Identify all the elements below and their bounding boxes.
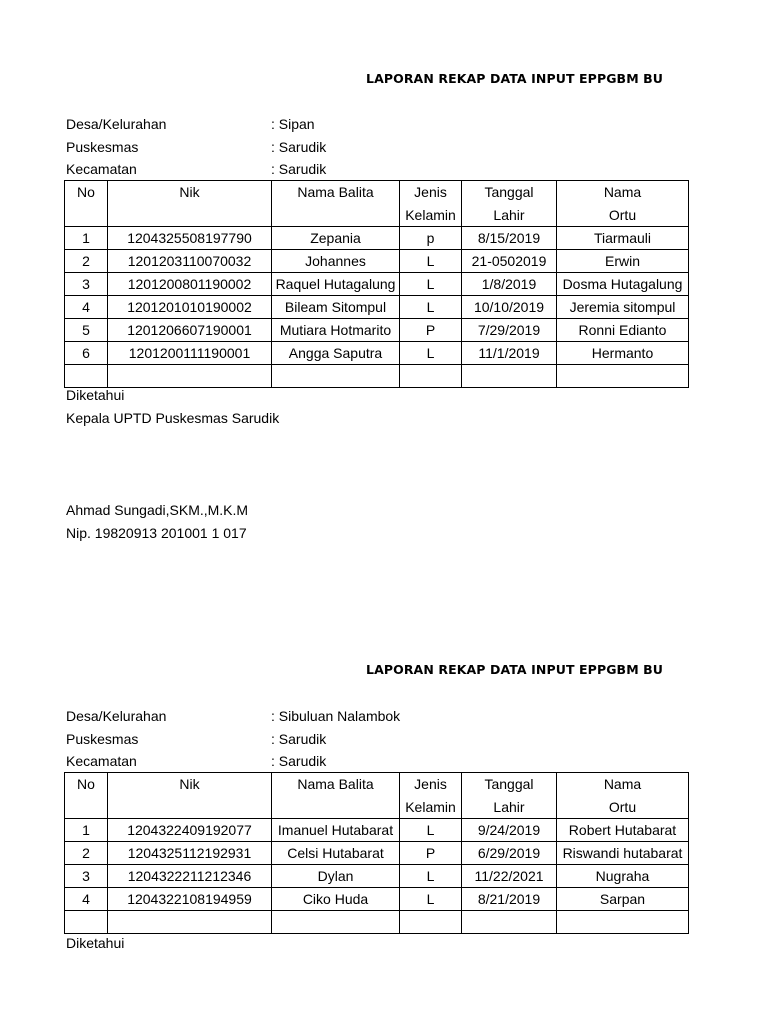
header-line: Tanggal: [484, 184, 534, 200]
info-value: : Sibuluan Nalambok: [271, 708, 401, 724]
header-nama-ortu: [557, 773, 689, 819]
cell-tanggal-lahir: 7/29/2019: [462, 319, 557, 342]
cell-no: 3: [65, 865, 108, 888]
info-value: : Sarudik: [271, 161, 327, 177]
data-table: [64, 772, 689, 934]
table-row-empty: [65, 911, 689, 934]
info-row-desa: [66, 705, 626, 728]
info-value: : Sarudik: [271, 753, 327, 769]
cell-tanggal-lahir: 21-0502019: [462, 250, 557, 273]
cell-nik: 1201203110070032: [108, 250, 272, 273]
header-jenis-kelamin: [400, 773, 462, 819]
table-row: [65, 227, 689, 250]
cell-tanggal-lahir: 6/29/2019: [462, 842, 557, 865]
cell-jenis-kelamin: P: [400, 319, 462, 342]
table-row: [65, 819, 689, 842]
cell-nama-balita: Zepania: [272, 227, 400, 250]
cell-nik: 1204325508197790: [108, 227, 272, 250]
table-row: [65, 888, 689, 911]
diketahui-label: Diketahui: [66, 935, 125, 951]
header-jenis-kelamin: [400, 181, 462, 227]
cell-nama-ortu: Sarpan: [557, 888, 689, 911]
header-tanggal-lahir: [462, 181, 557, 227]
table-header-row: [65, 773, 689, 819]
info-value: : Sipan: [271, 116, 315, 132]
cell-no: 4: [65, 296, 108, 319]
cell-nama-balita: Raquel Hutagalung: [272, 273, 400, 296]
info-label: Desa/Kelurahan: [66, 708, 167, 724]
cell-tanggal-lahir: 10/10/2019: [462, 296, 557, 319]
signer-nip: Nip. 19820913 201001 1 017: [66, 525, 247, 541]
header-line: Lahir: [493, 798, 525, 815]
cell-nik: 1201206607190001: [108, 319, 272, 342]
cell-nama-balita: Angga Saputra: [272, 342, 400, 365]
cell-no: 1: [65, 819, 108, 842]
cell-nik: 1204322409192077: [108, 819, 272, 842]
header-line: Tanggal: [484, 776, 534, 792]
header-line: Kelamin: [405, 206, 456, 223]
report-title: LAPORAN REKAP DATA INPUT EPPGBM BU: [366, 71, 664, 86]
info-label: Desa/Kelurahan: [66, 116, 167, 132]
report-info: [66, 113, 626, 181]
cell-tanggal-lahir: 11/1/2019: [462, 342, 557, 365]
table-row: [65, 319, 689, 342]
info-row-desa: [66, 113, 626, 136]
info-label: Kecamatan: [66, 161, 137, 177]
cell-nik: 1204325112192931: [108, 842, 272, 865]
header-nama-balita: Nama Balita: [272, 181, 400, 227]
header-line: Kelamin: [405, 798, 456, 815]
header-no: No: [65, 773, 108, 819]
cell-tanggal-lahir: 8/15/2019: [462, 227, 557, 250]
header-no: No: [65, 181, 108, 227]
cell-nama-balita: Bileam Sitompul: [272, 296, 400, 319]
header-line: Ortu: [608, 206, 637, 223]
cell-jenis-kelamin: L: [400, 273, 462, 296]
table-row: [65, 273, 689, 296]
header-tanggal-lahir: [462, 773, 557, 819]
cell-nama-ortu: Nugraha: [557, 865, 689, 888]
cell-tanggal-lahir: 8/21/2019: [462, 888, 557, 911]
cell-jenis-kelamin: P: [400, 842, 462, 865]
info-value: : Sarudik: [271, 138, 327, 155]
cell-no: 4: [65, 888, 108, 911]
report-title: LAPORAN REKAP DATA INPUT EPPGBM BU: [366, 662, 664, 677]
info-row-kecamatan: [66, 750, 626, 773]
cell-nama-ortu: Erwin: [557, 250, 689, 273]
cell-no: 1: [65, 227, 108, 250]
cell-nama-balita: Johannes: [272, 250, 400, 273]
table-row: [65, 250, 689, 273]
table-row: [65, 865, 689, 888]
info-value: : Sarudik: [271, 730, 327, 747]
cell-nama-balita: Mutiara Hotmarito: [272, 319, 400, 342]
cell-jenis-kelamin: L: [400, 296, 462, 319]
cell-jenis-kelamin: p: [400, 227, 462, 250]
cell-jenis-kelamin: L: [400, 819, 462, 842]
header-line: Nama: [603, 184, 642, 200]
cell-nama-ortu: Robert Hutabarat: [557, 819, 689, 842]
cell-no: 5: [65, 319, 108, 342]
cell-nama-ortu: Jeremia sitompul: [557, 296, 689, 319]
cell-nik: 1204322108194959: [108, 888, 272, 911]
header-line: Ortu: [608, 798, 637, 815]
cell-nik: 1204322211212346: [108, 865, 272, 888]
cell-nama-ortu: Ronni Edianto: [557, 319, 689, 342]
header-nama-balita: Nama Balita: [272, 773, 400, 819]
data-table: [64, 180, 689, 388]
cell-jenis-kelamin: L: [400, 865, 462, 888]
header-line: Lahir: [493, 206, 525, 223]
cell-tanggal-lahir: 9/24/2019: [462, 819, 557, 842]
cell-nama-ortu: Dosma Hutagalung: [557, 273, 689, 296]
cell-no: 6: [65, 342, 108, 365]
info-row-kecamatan: [66, 158, 626, 181]
table-row: [65, 342, 689, 365]
cell-nama-balita: Imanuel Hutabarat: [272, 819, 400, 842]
cell-nama-ortu: Riswandi hutabarat: [557, 842, 689, 865]
cell-nama-ortu: Tiarmauli: [557, 227, 689, 250]
info-label: Puskesmas: [66, 138, 139, 155]
info-label: Puskesmas: [66, 730, 139, 747]
info-row-puskesmas: [66, 136, 626, 159]
cell-no: 2: [65, 842, 108, 865]
header-nik: Nik: [108, 181, 272, 227]
header-line: Jenis: [414, 776, 447, 792]
signer-name: Ahmad Sungadi,SKM.,M.K.M: [66, 502, 249, 518]
cell-jenis-kelamin: L: [400, 250, 462, 273]
cell-jenis-kelamin: L: [400, 888, 462, 911]
cell-nik: 1201201010190002: [108, 296, 272, 319]
header-line: Nama: [603, 776, 642, 792]
info-row-puskesmas: [66, 728, 626, 751]
cell-nama-balita: Ciko Huda: [272, 888, 400, 911]
header-nik: Nik: [108, 773, 272, 819]
cell-tanggal-lahir: 1/8/2019: [462, 273, 557, 296]
cell-no: 3: [65, 273, 108, 296]
header-nama-ortu: [557, 181, 689, 227]
table-row: [65, 296, 689, 319]
diketahui-label: Diketahui: [66, 387, 125, 403]
cell-nama-balita: Dylan: [272, 865, 400, 888]
table-row-empty: [65, 365, 689, 388]
table-header-row: [65, 181, 689, 227]
cell-nik: 1201200111190001: [108, 342, 272, 365]
cell-no: 2: [65, 250, 108, 273]
table-row: [65, 842, 689, 865]
cell-nama-balita: Celsi Hutabarat: [272, 842, 400, 865]
report-info: [66, 705, 626, 773]
info-label: Kecamatan: [66, 753, 137, 769]
kepala-title: Kepala UPTD Puskesmas Sarudik: [66, 410, 280, 426]
cell-jenis-kelamin: L: [400, 342, 462, 365]
cell-tanggal-lahir: 11/22/2021: [462, 865, 557, 888]
cell-nama-ortu: Hermanto: [557, 342, 689, 365]
cell-nik: 1201200801190002: [108, 273, 272, 296]
header-line: Jenis: [414, 184, 447, 200]
